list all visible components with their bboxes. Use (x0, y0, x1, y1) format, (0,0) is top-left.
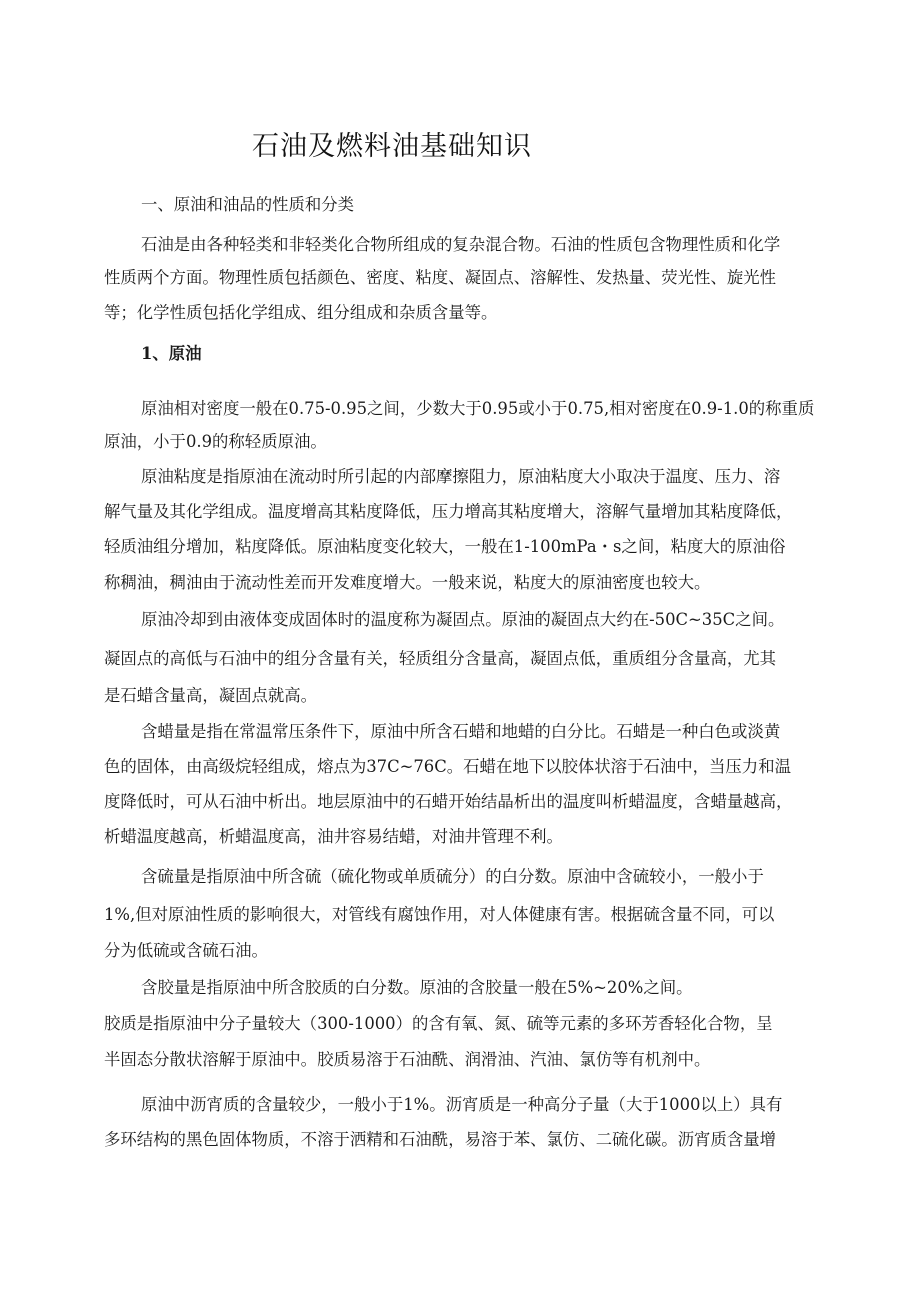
section-heading: 一、原油和油品的性质和分类 (141, 195, 355, 214)
viscosity-line-1: 原油粘度是指原油在流动时所引起的内部摩擦阻力，原油粘度大小取决于温度、压力、溶 (141, 467, 781, 486)
viscosity-line-3: 轻质油组分增加，粘度降低。原油粘度变化较大，一般在1-100mPa・s之间，粘度大的原油俗 (104, 537, 786, 556)
intro-line-3: 等；化学性质包括化学组成、组分组成和杂质含量等。 (104, 303, 498, 322)
gum-line-1: 含胶量是指原油中所含胶质的白分数。原油的含胶量一般在5%~20%之间。 (141, 978, 693, 997)
gum-line-3: 半固态分散状溶解于原油中。胶质易溶于石油酰、润滑油、汽油、氯仿等有机剂中。 (104, 1050, 711, 1069)
intro-line-2: 性质两个方面。物理性质包括颜色、密度、粘度、凝固点、溶解性、发热量、荧光性、旋光性 (104, 268, 777, 287)
document-title: 石油及燃料油基础知识 (252, 131, 532, 162)
density-line-1: 原油相对密度一般在0.75-0.95之间，少数大于0.95或小于0.75,相对密度在0.9-1.0的称重质 (141, 399, 815, 418)
subsection-heading: 1、原油 (141, 344, 202, 363)
freezing-line-1: 原油冷却到由液体变成固体时的温度称为凝固点。原油的凝固点大约在-50C~35C之间。 (141, 610, 785, 629)
viscosity-line-4: 称稠油，稠油由于流动性差而开发难度增大。一般来说，粘度大的原油密度也较大。 (104, 573, 711, 592)
wax-line-1: 含蜡量是指在常温常压条件下，原油中所含石蜡和地蜡的白分比。石蜡是一种白色或淡黄 (141, 722, 781, 741)
asphaltene-line-1: 原油中沥宵质的含量较少，一般小于1%。沥宵质是一种高分子量（大于1000以上）具有 (141, 1095, 783, 1114)
freezing-line-2: 凝固点的高低与石油中的组分含量有关，轻质组分含量高，凝固点低，重质组分含量高，尤其 (104, 649, 777, 668)
wax-line-2: 色的固体，由高级烷轻组成，熔点为37C~76C。石蜡在地下以胶体状溶于石油中，当压力和温 (104, 757, 791, 776)
viscosity-line-2: 解气量及其化学组成。温度增高其粘度降低，压力增高其粘度增大，溶解气量增加其粘度降低， (104, 502, 793, 521)
intro-line-1: 石油是由各种轻类和非轻类化合物所组成的复杂混合物。石油的性质包含物理性质和化学 (141, 235, 781, 254)
gum-line-2: 胶质是指原油中分子量较大（300-1000）的含有氧、氮、硫等元素的多环芳香轻化合物，呈 (104, 1014, 773, 1033)
density-line-2: 原油，小于0.9的称轻质原油。 (104, 432, 327, 451)
asphaltene-line-2: 多环结构的黑色固体物质，不溶于洒精和石油酰，易溶于苯、氯仿、二硫化碳。沥宵质含量增 (104, 1130, 777, 1149)
sulfur-line-3: 分为低硫或含硫石油。 (104, 941, 268, 960)
sulfur-line-2: 1%,但对原油性质的影响很大，对管线有腐蚀作用，对人体健康有害。根据硫含量不同，可以 (104, 905, 775, 924)
wax-line-3: 度降低时，可从石油中析出。地层原油中的石蜡开始结晶析出的温度叫析蜡温度，含蜡量越高， (104, 792, 793, 811)
freezing-line-3: 是石蜡含量高，凝固点就高。 (104, 686, 318, 705)
sulfur-line-1: 含硫量是指原油中所含硫（硫化物或单质硫分）的白分数。原油中含硫较小，一般小于 (141, 867, 764, 886)
wax-line-4: 析蜡温度越高，析蜡温度高，油井容易结蜡，对油井管理不利。 (104, 827, 563, 846)
